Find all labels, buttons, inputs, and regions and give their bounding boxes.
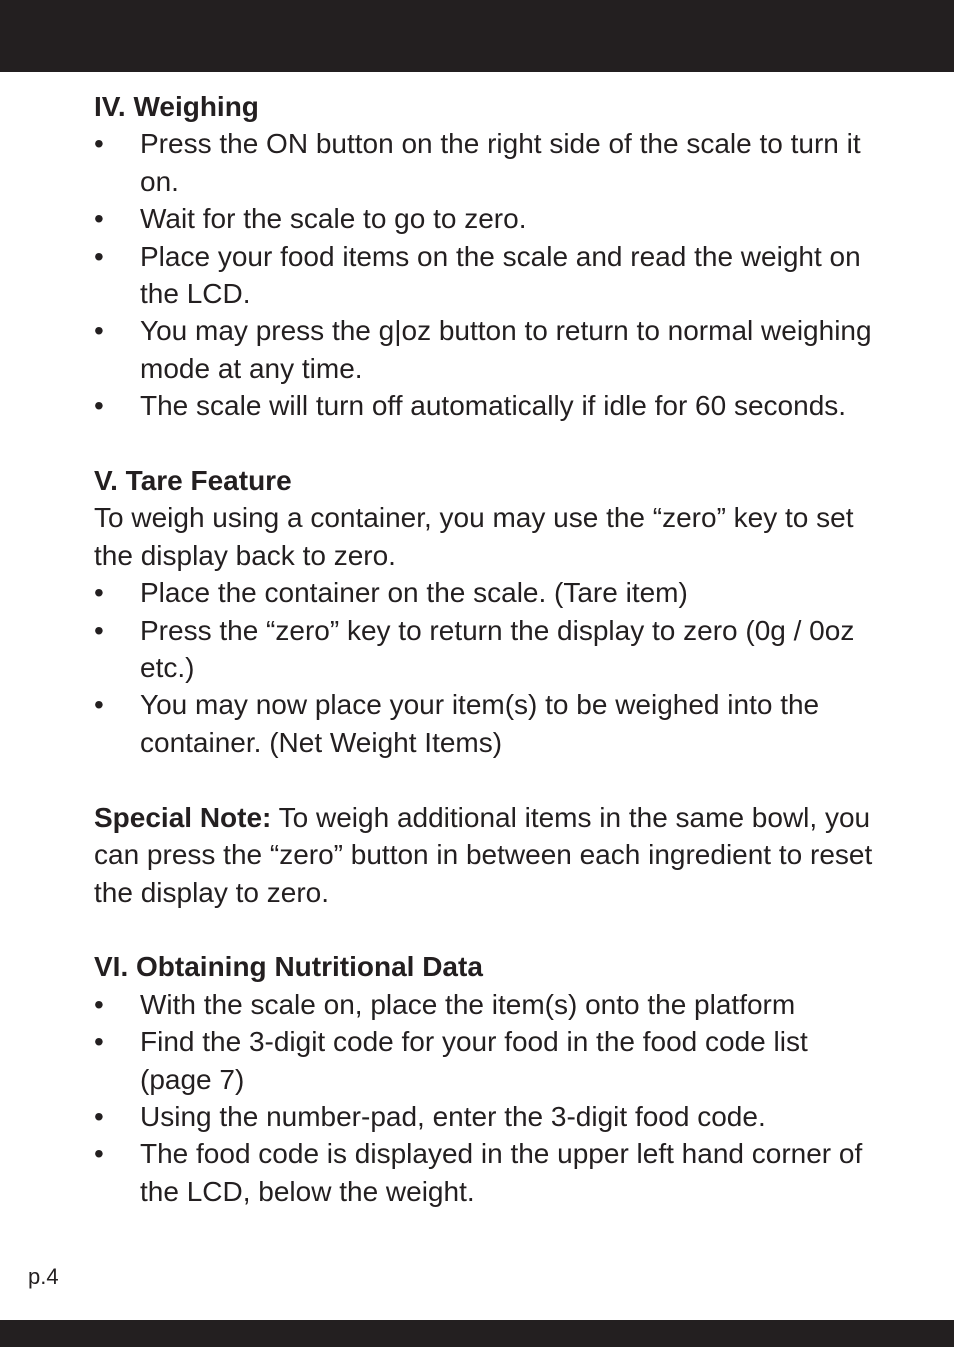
- list-item: • Press the ON button on the right side of the scale to turn it on.: [94, 125, 874, 200]
- nutrition-steps-list: [94, 986, 874, 1210]
- section-title-weighing: IV. Weighing: [94, 91, 259, 122]
- special-note-label: Special Note:: [94, 801, 272, 833]
- bullet-icon: •: [94, 240, 104, 272]
- bullet-icon: •: [94, 390, 104, 422]
- section-spacer: [94, 911, 874, 948]
- footer-bar: [0, 1320, 954, 1347]
- bullet-icon: •: [94, 1026, 104, 1058]
- header-bar: [0, 0, 954, 72]
- tare-steps-list: [94, 574, 874, 761]
- bullet-icon: •: [94, 988, 104, 1020]
- bullet-icon: •: [94, 1100, 104, 1132]
- list-item: • Press the “zero” key to return the display to zero (0g / 0oz etc.): [94, 612, 874, 687]
- bullet-icon: •: [94, 614, 104, 646]
- list-item: • Place the container on the scale. (Tare item): [94, 574, 874, 611]
- section-title-tare: V. Tare Feature: [94, 465, 292, 497]
- special-note-text: To weigh additional items in the same bowl, you can press the “zero” button in between each ingredient to reset the display to zero.: [94, 801, 873, 908]
- section-title-nutrition: VI. Obtaining Nutritional Data: [94, 951, 483, 983]
- tare-intro: To weigh using a container, you may use the “zero” key to set the display back to zero.: [94, 502, 854, 571]
- list-item: • Find the 3-digit code for your food in the food code list (page 7): [94, 1023, 874, 1098]
- bullet-icon: •: [94, 315, 104, 347]
- bullet-icon: •: [94, 1138, 104, 1170]
- bullet-icon: •: [94, 203, 104, 235]
- list-item: • You may now place your item(s) to be weighed into the container. (Net Weight Items): [94, 686, 874, 761]
- list-item: • Place your food items on the scale and read the weight on the LCD.: [94, 238, 874, 313]
- list-item: • You may press the g|oz button to return to normal weighing mode at any time.: [94, 312, 874, 387]
- page-number: p.4: [28, 1264, 59, 1289]
- weighing-steps-list: [94, 125, 874, 424]
- bullet-icon: •: [94, 128, 104, 160]
- list-item: • Using the number-pad, enter the 3-digit food code.: [94, 1098, 874, 1135]
- section-spacer: [94, 761, 874, 798]
- list-item: • The scale will turn off automatically if idle for 60 seconds.: [94, 387, 874, 424]
- section-spacer: [94, 425, 874, 462]
- manual-page-content: [94, 88, 874, 1210]
- bullet-icon: •: [94, 689, 104, 721]
- list-item: • With the scale on, place the item(s) onto the platform: [94, 986, 874, 1023]
- special-note: [94, 799, 874, 911]
- list-item: • Wait for the scale to go to zero.: [94, 200, 874, 237]
- bullet-icon: •: [94, 577, 104, 609]
- list-item: • The food code is displayed in the upper left hand corner of the LCD, below the weight.: [94, 1135, 874, 1210]
